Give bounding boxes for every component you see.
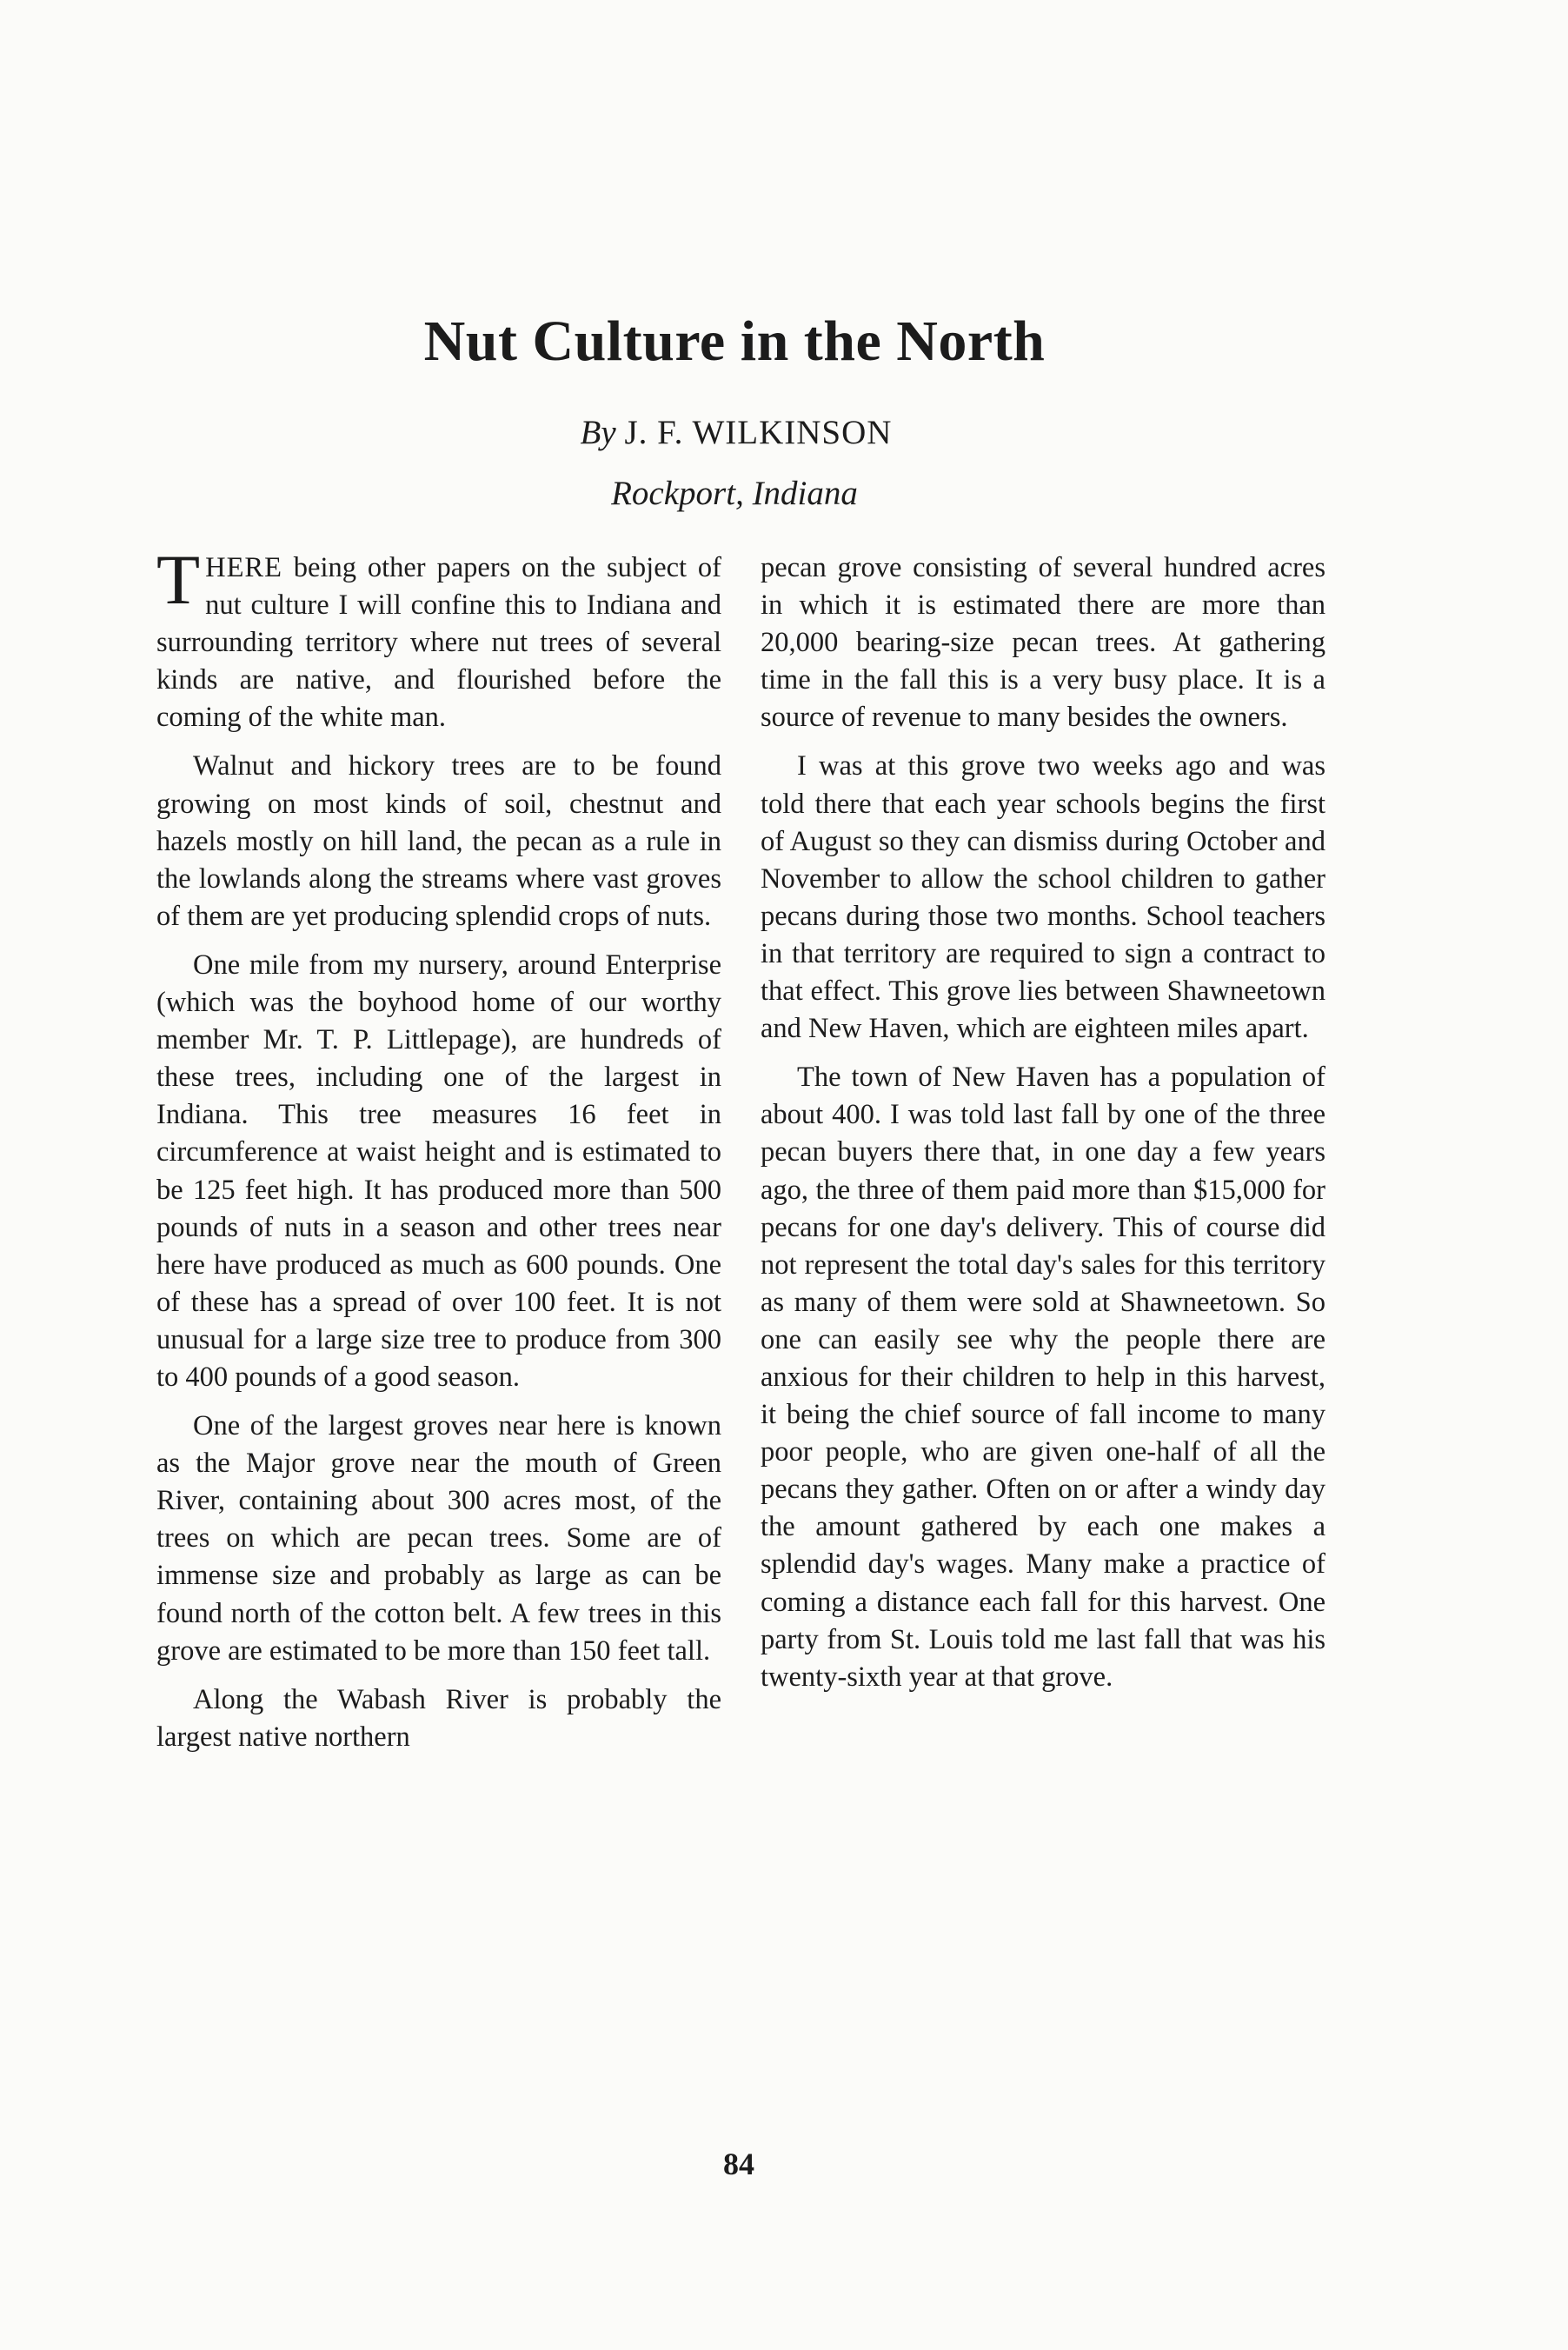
byline [0, 413, 1472, 452]
right-column [761, 549, 1325, 1708]
left-column [156, 540, 721, 1767]
author-name: J. F. WILKINSON [624, 414, 893, 451]
paragraph: One of the largest groves near here is known as the Major grove near the mouth of Green River, containing about 300 acres most, of the trees on which are pecan trees. Some are of immense size and probably as large as can be found north of the cotton belt. A few trees in this grove are estimated to be more than 150 feet tall. [156, 1410, 721, 1667]
paragraph-text: being other papers on the subject of nut culture I will confine this to Indiana and surrounding territory where nut trees of several kinds are native, and flourished before the coming of the white man. [156, 552, 721, 734]
paragraph: I was at this grove two weeks ago and was told there that each year schools begins the first of August so they can dismiss during October and November to allow the school children to gather pecans during those two months. School teachers in that territory are required to sign a contract to that effect. This grove lies between Shawneetown and New Haven, which are eighteen miles apart. [761, 750, 1325, 1045]
paragraph: pecan grove consisting of several hundred acres in which it is estimated there are more than 20,000 bearing-size pecan trees. At gathering time in the fall this is a very busy place. It is a source of revenue to many besides the owners. [761, 552, 1325, 734]
paragraph [156, 540, 721, 736]
byline-prefix: By [580, 414, 616, 451]
paragraph: Along the Wabash River is probably the largest native northern [156, 1683, 721, 1753]
opening-word: HERE [205, 552, 282, 583]
drop-cap: T [156, 540, 201, 619]
author-location: Rockport, Indiana [611, 475, 858, 512]
paragraph: One mile from my nursery, around Enterprise (which was the boyhood home of our worthy member Mr. T. P. Littlepage), are hundreds of these trees, including one of the largest in Indiana. This tree measures 16 feet in circumference at waist height and is estimated to be 125 feet high. It has produced more than 500 pounds of nuts in a season and other trees near here have produced as much as 600 pounds. One of these has a spread of over 100 feet. It is not unusual for a large size tree to produce from 300 to 400 pounds of a good season. [156, 949, 721, 1393]
article-title: Nut Culture in the North [423, 310, 1046, 373]
paragraph: Walnut and hickory trees are to be found growing on most kinds of soil, chestnut and hazels mostly on hill land, the pecan as a rule in the lowlands along the streams where vast groves of them are yet producing splendid crops of nuts. [156, 750, 721, 932]
paragraph: The town of New Haven has a population of about 400. I was told last fall by one of the three pecan buyers there that, in one day a few years ago, the three of them paid more than $15,000 for pecans for one day's delivery. This of course did not represent the total day's sales for this territory as many of them were sold at Shawneetown. So one can easily see why the people there are anxious for their children to help in this harvest, it being the chief source of fall income to many poor people, who are given one-half of all the pecans they gather. Often on or after a windy day the amount gathered by each one makes a splendid day's wages. Many make a practice of coming a distance each fall for this harvest. One party from St. Louis told me last fall that was his twenty-sixth year at that grove. [761, 1062, 1325, 1693]
page-number: 84 [723, 2147, 754, 2181]
